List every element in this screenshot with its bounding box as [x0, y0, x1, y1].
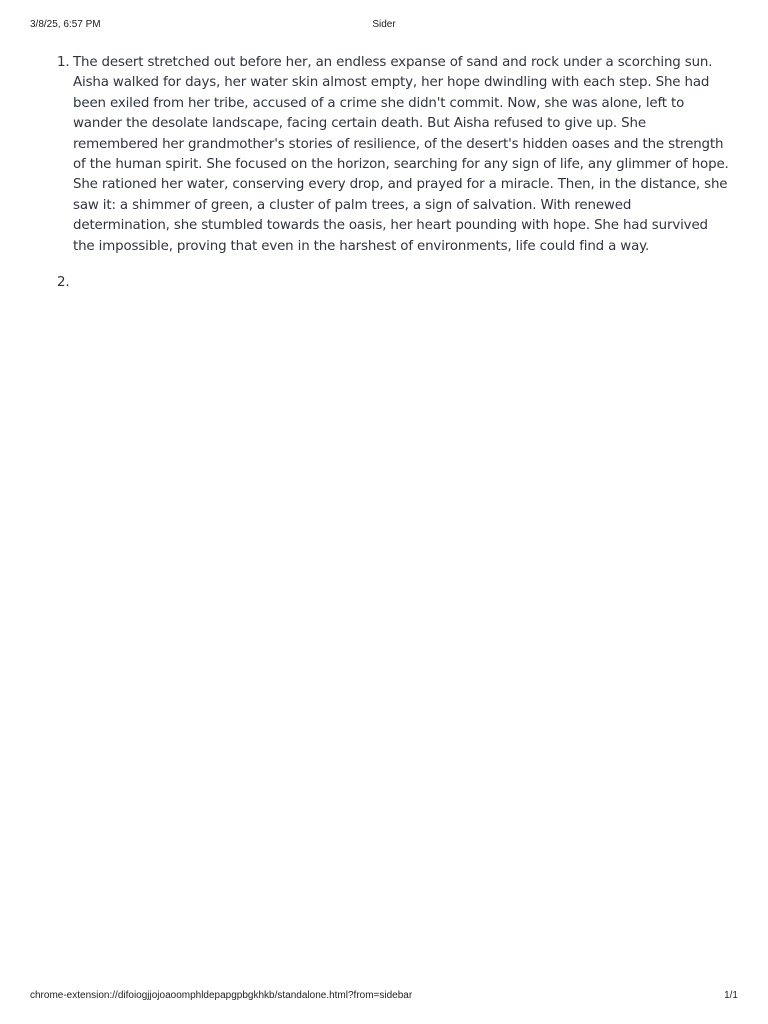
list-item-text: The desert stretched out before her, an endless expanse of sand and rock under a scorching sun. Aisha walked for days, her water skin almost empty, her hope dwindling with each step. She had been exiled from her tribe, accused of a crime she didn't commit. Now, she was alone, left to wander the desolate landscape, facing certain death. But Aisha refused to give up. She remembered her grandmother's stories of resilience, of the desert's hidden oases and the strength of the human spirit. She focused on the horizon, searching for any sign of life, any glimmer of hope. She rationed her water, conserving every drop, and prayed for a miracle. Then, in the distance, she saw it: a shimmer of green, a cluster of palm trees, a sign of salvation. With renewed determination, she stumbled towards the oasis, her heart pounding with hope. She had survived the impossible, proving that even in the harshest of environments, life could find a way.	[73, 55, 729, 254]
numbered-list	[57, 53, 731, 293]
page-number: 1/1	[724, 990, 738, 1001]
list-item	[57, 53, 731, 257]
print-footer	[30, 990, 738, 1004]
document-content	[57, 53, 731, 293]
page-url: chrome-extension://difoiogjjojoaoomphldepapgpbgkhkb/standalone.html?from=sidebar	[30, 990, 413, 1001]
print-header	[30, 19, 738, 33]
list-item-number: 1.	[57, 55, 70, 70]
print-datetime: 3/8/25, 6:57 PM	[30, 19, 101, 30]
list-item	[57, 273, 731, 293]
page-title: Sider	[372, 19, 396, 30]
list-item-number: 2.	[57, 275, 70, 291]
